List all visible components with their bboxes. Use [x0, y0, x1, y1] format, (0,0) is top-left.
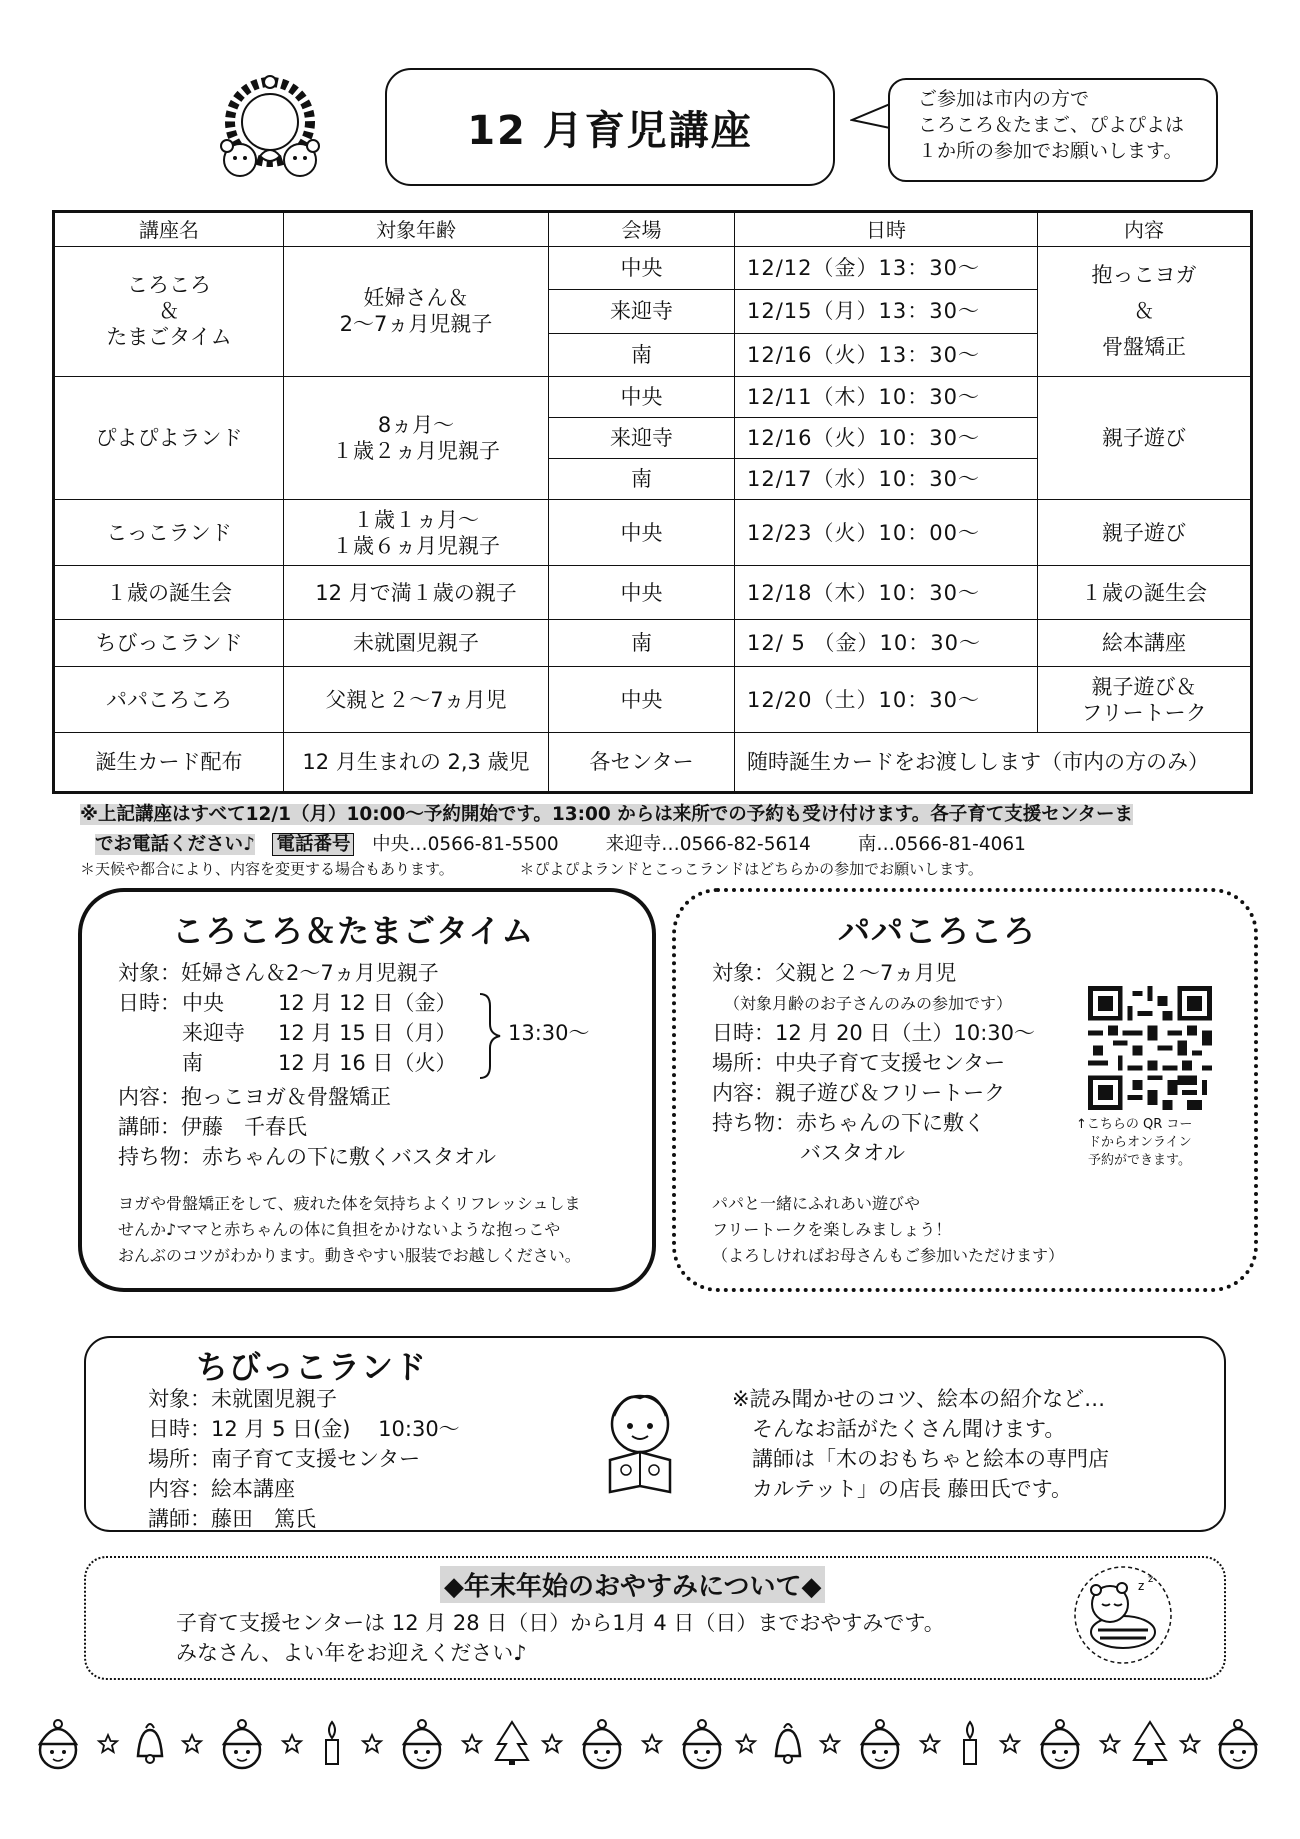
venue: 中央 — [549, 566, 735, 620]
course-content: 絵本講座 — [1038, 619, 1252, 666]
chibikko-line: 日時：12 月 5 日(金) 10:30～ — [148, 1417, 460, 1441]
korokoro-date-label: 日時： — [118, 991, 181, 1015]
korokoro-venue: 中央 — [182, 991, 224, 1015]
papa-title: パパころころ — [838, 912, 1037, 950]
chibikko-info-line: そんなお話がたくさん聞けます。 — [752, 1417, 1066, 1441]
chibikko-info-line: カルテット」の店長 藤田氏です。 — [752, 1477, 1072, 1501]
korokoro-bring: 持ち物：赤ちゃんの下に敷くバスタオル — [118, 1145, 496, 1169]
datetime: 12/16（火）13：30～ — [735, 333, 1038, 376]
qr-note-line: 予約ができます。 — [1088, 1153, 1191, 1168]
papa-content: 内容：親子遊び＆フリートーク — [712, 1081, 1006, 1105]
table-row — [54, 376, 1252, 417]
datetime: 12/16（火）10：30～ — [735, 418, 1038, 459]
table-row — [54, 733, 1252, 793]
svg-text:z: z — [1148, 1574, 1154, 1585]
table-row — [54, 667, 1252, 733]
venue: 南 — [549, 459, 735, 500]
note-either: ＊ぴよぴよランドとこっこランドはどちらかの参加でお願いします。 — [519, 860, 983, 878]
venue: 中央 — [549, 500, 735, 566]
papa-desc-line: （よろしければお母さんもご参加いただけます） — [712, 1246, 1065, 1265]
datetime: 12/15（月）13：30～ — [735, 290, 1038, 333]
table-row — [54, 247, 1252, 290]
course-age: 妊婦さん＆ 2～7ヵ月児親子 — [284, 247, 549, 377]
korokoro-target: 対象：妊婦さん＆2～7ヵ月児親子 — [118, 961, 439, 985]
note-weather: ＊天候や都合により、内容を変更する場合もあります。 — [80, 860, 454, 878]
participation-note — [888, 78, 1218, 182]
holiday-title: ◆年末年始のおやすみについて◆ — [440, 1566, 825, 1603]
qr-code[interactable] — [1088, 986, 1212, 1110]
datetime: 12/23（火）10：00～ — [735, 500, 1038, 566]
papa-target: 対象：父親と２～7ヵ月児 — [712, 961, 957, 985]
course-content: 親子遊び＆ フリートーク — [1038, 667, 1252, 733]
chibikko-info-line: 講師は「木のおもちゃと絵本の専門店 — [752, 1447, 1109, 1471]
reservation-note: ※上記講座はすべて12/1（月）10:00～予約開始です。13:00 からは来所での予約も受け付けます。各子育て支援センターま — [80, 804, 1134, 825]
korokoro-date: 12 月 12 日（金） — [278, 991, 457, 1015]
table-row — [54, 500, 1252, 566]
phone-prefix: でお電話ください♪ — [95, 834, 255, 855]
korokoro-desc-line: ヨガや骨盤矯正をして、疲れた体を気持ちよくリフレッシュしま — [118, 1194, 581, 1213]
table-row — [54, 566, 1252, 620]
korokoro-lecturer: 講師：伊藤 千春氏 — [118, 1115, 307, 1139]
wreath-illustration — [205, 70, 335, 190]
korokoro-desc-line: おんぶのコツがわかります。動きやすい服装でお越しください。 — [118, 1246, 581, 1265]
schedule-table — [52, 210, 1253, 794]
korokoro-venue: 南 — [182, 1051, 203, 1075]
course-name: パパころころ — [54, 667, 284, 733]
papa-desc-line: フリートークを楽しみましょう！ — [712, 1220, 952, 1239]
course-content: 抱っこヨガ ＆ 骨盤矯正 — [1038, 247, 1252, 377]
venue: 南 — [549, 619, 735, 666]
datetime: 12/17（水）10：30～ — [735, 459, 1038, 500]
korokoro-title: ころころ＆たまごタイム — [172, 912, 535, 950]
papa-bring: 持ち物：赤ちゃんの下に敷く — [712, 1111, 985, 1135]
note-line: １か所の参加でお願いします。 — [918, 140, 1183, 162]
course-name: 誕生カード配布 — [54, 733, 284, 793]
phone-raigouji: 来迎寺…0566-82-5614 — [605, 834, 811, 855]
header-datetime: 日時 — [735, 212, 1038, 247]
chibikko-line: 場所：南子育て支援センター — [148, 1447, 421, 1471]
qr-note-line: ドからオンライン — [1088, 1135, 1192, 1150]
datetime: 12/20（土）10：30～ — [735, 667, 1038, 733]
small-notes — [80, 858, 1250, 879]
svg-text:z: z — [1138, 1579, 1145, 1593]
child-reading-illustration — [590, 1390, 690, 1498]
venue: 中央 — [549, 667, 735, 733]
course-age: 未就園児親子 — [284, 619, 549, 666]
datetime: 12/12（金）13：30～ — [735, 247, 1038, 290]
course-age: 12 月生まれの 2,3 歳児 — [284, 733, 549, 793]
venue: 来迎寺 — [549, 418, 735, 459]
chibikko-title: ちびっこランド — [196, 1348, 428, 1386]
course-age: 父親と２～7ヵ月児 — [284, 667, 549, 733]
card-description: 随時誕生カードをお渡しします（市内の方のみ） — [735, 733, 1252, 793]
brace-icon — [478, 992, 504, 1080]
header-venue: 会場 — [549, 212, 735, 247]
venue: 中央 — [549, 376, 735, 417]
chibikko-line: 対象：未就園児親子 — [148, 1387, 337, 1411]
datetime: 12/18（木）10：30～ — [735, 566, 1038, 620]
course-name: １歳の誕生会 — [54, 566, 284, 620]
course-age: 8ヵ月～ １歳２ヵ月児親子 — [284, 376, 549, 500]
chibikko-info-line: ※読み聞かせのコツ、絵本の紹介など… — [732, 1387, 1106, 1411]
header-course: 講座名 — [54, 212, 284, 247]
table-header-row — [54, 212, 1252, 247]
phone-chuo: 中央…0566-81-5500 — [372, 834, 559, 855]
papa-target-note: （対象月齢のお子さんのみの参加です） — [724, 994, 1013, 1013]
phone-line — [95, 830, 1255, 860]
korokoro-time: 13:30～ — [508, 1021, 590, 1045]
papa-bring-2: バスタオル — [800, 1141, 905, 1165]
course-name: ちびっこランド — [54, 619, 284, 666]
korokoro-content: 内容：抱っこヨガ＆骨盤矯正 — [118, 1085, 391, 1109]
table-row — [54, 619, 1252, 666]
venue: 各センター — [549, 733, 735, 793]
chibikko-line: 講師：藤田 篤氏 — [148, 1507, 316, 1531]
holiday-line: 子育て支援センターは 12 月 28 日（日）から1月 4 日（日）までおやすみです。 — [176, 1611, 945, 1635]
qr-note-line: ↑こちらの QR コー — [1076, 1117, 1193, 1132]
header-content: 内容 — [1038, 212, 1252, 247]
venue: 来迎寺 — [549, 290, 735, 333]
course-content: １歳の誕生会 — [1038, 566, 1252, 620]
course-age: １歳１ヵ月～ １歳６ヵ月児親子 — [284, 500, 549, 566]
venue: 中央 — [549, 247, 735, 290]
course-age: 12 月で満１歳の親子 — [284, 566, 549, 620]
note-line: ころころ＆たまご、ぴよぴよは — [918, 114, 1185, 136]
papa-place: 場所：中央子育て支援センター — [712, 1051, 1006, 1075]
course-content: 親子遊び — [1038, 500, 1252, 566]
chibikko-line: 内容：絵本講座 — [148, 1477, 295, 1501]
holiday-line: みなさん、よい年をお迎えください♪ — [176, 1641, 527, 1665]
venue: 南 — [549, 333, 735, 376]
page-title: 12 月育児講座 — [385, 68, 835, 186]
papa-date: 日時：12 月 20 日（土）10:30～ — [712, 1021, 1035, 1045]
course-name: こっこランド — [54, 500, 284, 566]
header-age: 対象年齢 — [284, 212, 549, 247]
papa-desc-line: パパと一緒にふれあい遊びや — [712, 1194, 921, 1213]
korokoro-date: 12 月 16 日（火） — [278, 1051, 457, 1075]
decorative-border — [30, 1700, 1270, 1780]
course-content: 親子遊び — [1038, 376, 1252, 500]
datetime: 12/ 5 （金）10：30～ — [735, 619, 1038, 666]
korokoro-venue: 来迎寺 — [182, 1021, 245, 1045]
note-line: ご参加は市内の方で — [918, 88, 1090, 110]
course-name: ぴよぴよランド — [54, 376, 284, 500]
sleeping-tiger-illustration — [1068, 1560, 1178, 1670]
course-name: ころころ ＆ たまごタイム — [54, 247, 284, 377]
phone-tag: 電話番号 — [272, 833, 354, 856]
phone-minami: 南…0566-81-4061 — [857, 834, 1026, 855]
datetime: 12/11（木）10：30～ — [735, 376, 1038, 417]
korokoro-date: 12 月 15 日（月） — [278, 1021, 457, 1045]
speech-tail-icon — [850, 102, 890, 132]
korokoro-desc-line: せんか♪ママと赤ちゃんの体に負担をかけないような抱っこや — [118, 1220, 561, 1239]
